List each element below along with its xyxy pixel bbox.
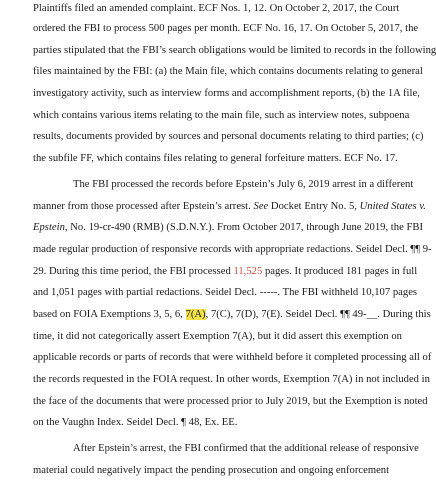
paragraph-2-line-12: on the Vaughn Index. Seidel Decl. ¶ 48, Ex. EE. [33,417,238,429]
processed-pages-count: 11,525 [233,265,263,277]
paragraph-2-line-5 [33,261,418,283]
paragraph-1-line-4: files maintained by the FBI: (a) the Main file, which contains documents relating to general [33,66,423,78]
paragraph-1-line-8: the subfile FF, which contains files relating to general forfeiture matters. ECF No. 17. [33,153,398,165]
paragraph-3 [33,438,419,481]
paragraph-2-line-3 [33,217,424,239]
paragraph-2-line-9: applicable records or parts of records that were withheld before it completed processing all of [33,352,432,364]
document-body [33,0,436,481]
paragraph-2-line-5-text-post: pages. It produced 181 pages in full [262,265,418,277]
paragraph-2-line-5-text-pre: 29. During this time period, the FBI processed [33,265,234,277]
paragraph-2-line-8: time, it did not categorically assert Exemption 7(A), but it did assert this exemption on [33,330,402,342]
paragraph-1-line-5: investigatory activity, such as interview forms and accomplishment reports, (b) the 1A file, [33,88,420,100]
paragraph-2-line-1: The FBI processed the records before Epstein’s July 6, 2019 arrest in a different [73,178,414,190]
case-name-part-1: United States v. [359,200,426,212]
paragraph-1 [33,0,436,170]
paragraph-2-line-11: the face of the documents that were processed prior to July 2019, but the Exemption is noted [33,395,428,407]
paragraph-1-line-7: results, documents provided by sources and personal documents relating to third parties; (c) [33,131,424,143]
paragraph-1-line-3: parties stipulated that the FBI’s search obligations would be limited to records in the following [33,44,436,56]
signal-see: See [253,200,269,212]
paragraph-1-line-6: which contains various items relating to the main file, such as interview notes, subpoena [33,109,410,121]
paragraph-3-line-1: After Epstein’s arrest, the FBI confirmed that the additional release of responsive [73,443,419,455]
paragraph-2-line-2 [33,196,426,218]
paragraph-3-line-2: material could negatively impact the pending prosecution and ongoing enforcement [33,464,390,476]
paragraph-2 [33,174,432,434]
paragraph-2-line-7-text-pre: based on FOIA Exemptions 3, 5, 6, [33,308,186,320]
highlighted-exemption: 7(A) [185,308,206,320]
paragraph-2-line-2-docket: Docket Entry No. 5, [268,200,360,212]
paragraph-2-line-4: made regular production of responsive records with appropriate redactions. Seidel Decl. ¶¶ 9- [33,243,432,255]
paragraph-2-line-7-text-post: , 7(C), 7(D), 7(E). Seidel Decl. ¶¶ 49-__. During this [205,308,431,320]
paragraph-2-line-7 [33,304,431,326]
paragraph-2-line-6: and 1,051 pages with partial redactions. Seidel Decl. -----. The FBI withheld 10,107 pages [33,287,418,299]
paragraph-2-line-2-text: manner from those processed after Epstein’s arrest. [33,200,254,212]
paragraph-1-line-2: ordered the FBI to process 500 pages per month. ECF No. 16, 17. On October 5, 2017, the [33,23,419,34]
paragraph-2-line-3-text: , No. 19-cr-490 (RMB) (S.D.N.Y.). From October 2017, through June 2019, the FBI [64,222,424,234]
case-name-part-2: Epstein [33,222,65,234]
paragraph-2-line-10: the records requested in the FOIA request. In other words, Exemption 7(A) in not included in [33,374,430,385]
paragraph-1-line-1: Plaintiffs filed an amended complaint. ECF Nos. 1, 12. On October 2, 2017, the Court [33,3,400,14]
